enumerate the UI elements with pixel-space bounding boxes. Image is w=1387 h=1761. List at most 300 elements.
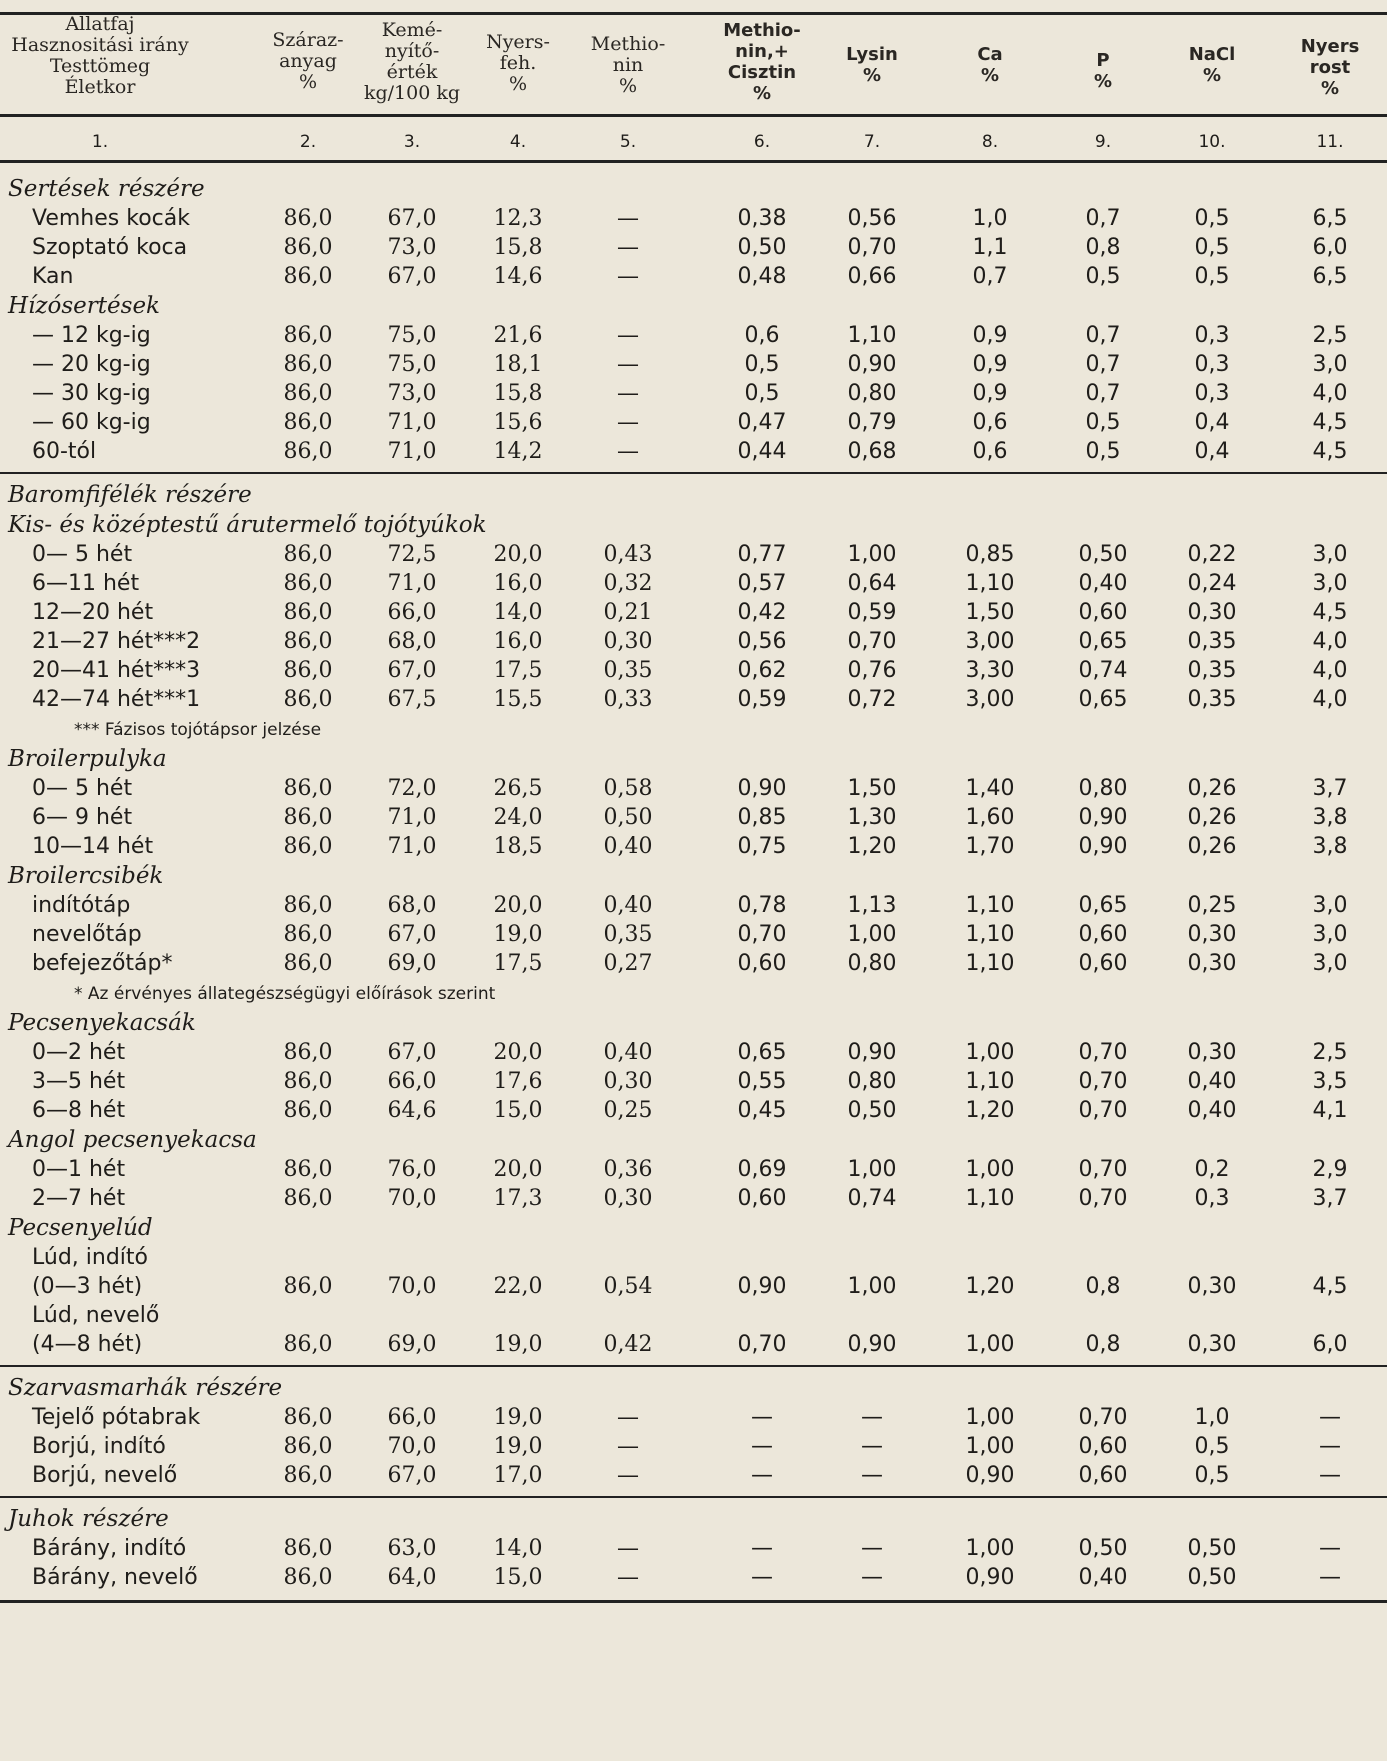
value-col-9: 0,70 <box>1078 1405 1128 1430</box>
table-row <box>0 264 1387 293</box>
row-label: Tejelő pótabrak <box>32 1405 201 1430</box>
section-heading: Baromfifélék részére <box>8 482 252 508</box>
value-col-10: 0,40 <box>1187 1098 1237 1123</box>
section-heading: Juhok részére <box>8 1506 169 1532</box>
value-col-7: 0,72 <box>847 687 897 712</box>
section-heading: Pecsenyelúd <box>8 1215 153 1241</box>
row-label: (4—8 hét) <box>32 1332 143 1357</box>
value-col-9: 0,65 <box>1078 629 1128 654</box>
table-row <box>0 1463 1387 1492</box>
value-col-2: 86,0 <box>283 381 333 406</box>
value-col-5: 0,27 <box>603 951 653 976</box>
column-header-10 <box>1157 44 1267 86</box>
value-col-7: 0,76 <box>847 658 897 683</box>
value-col-3: 70,0 <box>387 1274 437 1299</box>
column-number: 1. <box>91 132 109 152</box>
value-col-8: 3,00 <box>965 629 1015 654</box>
value-col-6: 0,50 <box>737 235 787 260</box>
value-col-2: 86,0 <box>283 323 333 348</box>
value-col-2: 86,0 <box>283 1463 333 1488</box>
value-col-10: 0,50 <box>1187 1565 1237 1590</box>
table-row <box>0 381 1387 410</box>
column-header-line: Kemé- <box>381 19 443 41</box>
column-header-line: Állatfaj <box>65 13 135 35</box>
value-col-6: 0,57 <box>737 571 787 596</box>
value-col-3: 66,0 <box>387 1069 437 1094</box>
value-col-6: 0,70 <box>737 922 787 947</box>
value-col-10: 0,30 <box>1187 1274 1237 1299</box>
value-col-10: 0,3 <box>1194 381 1230 406</box>
table-row <box>0 1536 1387 1565</box>
column-header-line: % <box>1202 65 1222 86</box>
value-col-3: 67,5 <box>387 687 437 712</box>
value-col-2: 86,0 <box>283 687 333 712</box>
value-col-7: 0,66 <box>847 264 897 289</box>
row-label: 3—5 hét <box>32 1069 126 1094</box>
value-col-9: 0,7 <box>1085 206 1121 231</box>
row-label: — 12 kg-ig <box>32 323 151 348</box>
value-col-2: 86,0 <box>283 1098 333 1123</box>
value-col-5: 0,30 <box>603 1186 653 1211</box>
value-col-9: 0,70 <box>1078 1040 1128 1065</box>
value-col-9: 0,7 <box>1085 352 1121 377</box>
value-col-10: 0,30 <box>1187 951 1237 976</box>
value-col-8: 0,6 <box>972 410 1008 435</box>
value-col-3: 76,0 <box>387 1157 437 1182</box>
value-col-9: 0,65 <box>1078 687 1128 712</box>
value-col-5: 0,43 <box>603 542 653 567</box>
value-col-4: 18,1 <box>493 352 543 377</box>
value-col-10: 0,26 <box>1187 834 1237 859</box>
row-label: indítótáp <box>32 893 131 918</box>
value-col-5: — <box>617 1565 639 1590</box>
value-col-10: 0,24 <box>1187 571 1237 596</box>
row-label: Borjú, indító <box>32 1434 166 1459</box>
value-col-9: 0,74 <box>1078 658 1128 683</box>
column-header-3 <box>357 20 467 104</box>
value-col-7: 0,70 <box>847 235 897 260</box>
value-col-11: 2,5 <box>1312 323 1348 348</box>
value-col-3: 63,0 <box>387 1536 437 1561</box>
value-col-11: — <box>1319 1434 1341 1459</box>
row-label: 6—8 hét <box>32 1098 126 1123</box>
value-col-8: 1,20 <box>965 1098 1015 1123</box>
value-col-8: 1,10 <box>965 951 1015 976</box>
value-col-2: 86,0 <box>283 235 333 260</box>
value-col-5: 0,40 <box>603 893 653 918</box>
value-col-3: 73,0 <box>387 381 437 406</box>
value-col-8: 1,10 <box>965 571 1015 596</box>
column-number: 8. <box>981 132 999 152</box>
value-col-4: 14,2 <box>493 439 543 464</box>
value-col-8: 1,00 <box>965 1332 1015 1357</box>
value-col-6: 0,45 <box>737 1098 787 1123</box>
value-col-4: 15,0 <box>493 1565 543 1590</box>
value-col-8: 1,70 <box>965 834 1015 859</box>
value-col-5: 0,58 <box>603 776 653 801</box>
value-col-5: — <box>617 352 639 377</box>
value-col-4: 20,0 <box>493 542 543 567</box>
value-col-6: 0,5 <box>744 381 780 406</box>
value-col-4: 19,0 <box>493 1405 543 1430</box>
value-col-9: 0,8 <box>1085 235 1121 260</box>
value-col-11: 4,1 <box>1312 1098 1348 1123</box>
value-col-11: 4,5 <box>1312 1274 1348 1299</box>
value-col-8: 1,10 <box>965 893 1015 918</box>
value-col-2: 86,0 <box>283 264 333 289</box>
row-label: 20—41 hét***3 <box>32 658 201 683</box>
value-col-3: 72,0 <box>387 776 437 801</box>
value-col-7: 0,79 <box>847 410 897 435</box>
value-col-5: — <box>617 264 639 289</box>
section-heading: Broilerpulyka <box>8 746 167 772</box>
table-row <box>0 922 1387 951</box>
table-row <box>0 1157 1387 1186</box>
column-header-11 <box>1275 36 1385 99</box>
value-col-9: 0,8 <box>1085 1332 1121 1357</box>
table-row <box>0 600 1387 629</box>
value-col-10: 0,30 <box>1187 922 1237 947</box>
row-label: Borjú, nevelő <box>32 1463 178 1488</box>
value-col-3: 68,0 <box>387 629 437 654</box>
value-col-7: 0,70 <box>847 629 897 654</box>
value-col-3: 66,0 <box>387 600 437 625</box>
value-col-11: 3,8 <box>1312 805 1348 830</box>
value-col-2: 86,0 <box>283 1434 333 1459</box>
value-col-4: 24,0 <box>493 805 543 830</box>
value-col-8: 1,50 <box>965 600 1015 625</box>
value-col-2: 86,0 <box>283 951 333 976</box>
value-col-3: 71,0 <box>387 834 437 859</box>
column-header-line: nin,+ <box>735 41 789 62</box>
value-col-9: 0,5 <box>1085 439 1121 464</box>
value-col-7: 1,13 <box>847 893 897 918</box>
value-col-5: 0,30 <box>603 1069 653 1094</box>
value-col-2: 86,0 <box>283 1040 333 1065</box>
row-label: 0—1 hét <box>32 1157 126 1182</box>
value-col-5: — <box>617 410 639 435</box>
value-col-5: — <box>617 439 639 464</box>
value-col-2: 86,0 <box>283 206 333 231</box>
row-label: 10—14 hét <box>32 834 154 859</box>
value-col-7: 1,00 <box>847 542 897 567</box>
value-col-8: 0,9 <box>972 381 1008 406</box>
column-header-line: Hasznositási irány <box>11 34 189 56</box>
value-col-4: 17,5 <box>493 951 543 976</box>
value-col-8: 0,90 <box>965 1565 1015 1590</box>
column-number: 2. <box>299 132 317 152</box>
column-header-6 <box>707 20 817 104</box>
row-label: 0—2 hét <box>32 1040 126 1065</box>
row-label: (0—3 hét) <box>32 1274 143 1299</box>
value-col-7: 0,50 <box>847 1098 897 1123</box>
row-label: 0— 5 hét <box>32 542 133 567</box>
row-label: Lúd, nevelő <box>32 1303 160 1328</box>
value-col-6: — <box>751 1434 773 1459</box>
row-label: 2—7 hét <box>32 1186 126 1211</box>
value-col-10: 0,4 <box>1194 410 1230 435</box>
row-label: Lúd, indító <box>32 1245 148 1270</box>
value-col-10: 0,4 <box>1194 439 1230 464</box>
value-col-2: 86,0 <box>283 834 333 859</box>
value-col-5: 0,40 <box>603 834 653 859</box>
value-col-7: 0,80 <box>847 381 897 406</box>
value-col-11: 4,0 <box>1312 629 1348 654</box>
column-header-line: Nyers- <box>486 31 550 53</box>
value-col-11: 2,5 <box>1312 1040 1348 1065</box>
value-col-2: 86,0 <box>283 439 333 464</box>
value-col-7: 0,68 <box>847 439 897 464</box>
value-col-7: 1,10 <box>847 323 897 348</box>
value-col-6: 0,38 <box>737 206 787 231</box>
column-header-7 <box>817 44 927 86</box>
value-col-8: 1,60 <box>965 805 1015 830</box>
table-rule <box>0 12 1387 15</box>
value-col-5: 0,40 <box>603 1040 653 1065</box>
column-header-9 <box>1048 50 1158 92</box>
value-col-4: 20,0 <box>493 1157 543 1182</box>
value-col-5: — <box>617 1536 639 1561</box>
table-row <box>0 805 1387 834</box>
section-heading: Angol pecsenyekacsa <box>8 1127 257 1153</box>
section-heading: Sertések részére <box>8 176 205 202</box>
table-row <box>0 1332 1387 1361</box>
value-col-7: 0,90 <box>847 1332 897 1357</box>
value-col-4: 26,5 <box>493 776 543 801</box>
value-col-10: 0,26 <box>1187 805 1237 830</box>
value-col-8: 1,0 <box>972 206 1008 231</box>
value-col-3: 67,0 <box>387 1463 437 1488</box>
value-col-10: 0,22 <box>1187 542 1237 567</box>
value-col-4: 15,6 <box>493 410 543 435</box>
value-col-8: 0,9 <box>972 352 1008 377</box>
value-col-4: 14,0 <box>493 1536 543 1561</box>
value-col-9: 0,60 <box>1078 951 1128 976</box>
value-col-8: 1,10 <box>965 1069 1015 1094</box>
value-col-11: 6,0 <box>1312 1332 1348 1357</box>
column-number: 9. <box>1094 132 1112 152</box>
value-col-8: 0,7 <box>972 264 1008 289</box>
column-header-line: anyag <box>279 50 337 72</box>
value-col-6: 0,62 <box>737 658 787 683</box>
value-col-3: 64,6 <box>387 1098 437 1123</box>
value-col-3: 71,0 <box>387 410 437 435</box>
section-heading: Hízósertések <box>8 293 160 319</box>
value-col-10: 0,30 <box>1187 1332 1237 1357</box>
value-col-9: 0,60 <box>1078 922 1128 947</box>
value-col-5: — <box>617 1463 639 1488</box>
column-number: 5. <box>619 132 637 152</box>
column-header-line: nyítő- <box>384 40 440 62</box>
value-col-6: 0,69 <box>737 1157 787 1182</box>
column-header-8 <box>935 44 1045 86</box>
value-col-2: 86,0 <box>283 600 333 625</box>
table-row <box>0 1405 1387 1434</box>
value-col-11: 6,5 <box>1312 206 1348 231</box>
value-col-9: 0,60 <box>1078 1463 1128 1488</box>
table-row <box>0 776 1387 805</box>
value-col-4: 14,0 <box>493 600 543 625</box>
table-row <box>0 834 1387 863</box>
value-col-5: 0,35 <box>603 658 653 683</box>
row-label: 60-tól <box>32 439 97 464</box>
table-row <box>0 1274 1387 1303</box>
value-col-6: 0,85 <box>737 805 787 830</box>
value-col-9: 0,8 <box>1085 1274 1121 1299</box>
value-col-6: 0,42 <box>737 600 787 625</box>
value-col-8: 3,00 <box>965 687 1015 712</box>
table-row <box>0 439 1387 468</box>
value-col-10: 0,5 <box>1194 206 1230 231</box>
value-col-11: 3,5 <box>1312 1069 1348 1094</box>
value-col-8: 1,00 <box>965 1536 1015 1561</box>
value-col-2: 86,0 <box>283 1536 333 1561</box>
column-header-line: NaCl <box>1188 44 1236 65</box>
value-col-3: 72,5 <box>387 542 437 567</box>
value-col-3: 71,0 <box>387 805 437 830</box>
value-col-6: 0,44 <box>737 439 787 464</box>
value-col-11: 6,0 <box>1312 235 1348 260</box>
column-number: 11. <box>1316 132 1344 152</box>
row-label: 42—74 hét***1 <box>32 687 201 712</box>
value-col-11: 3,7 <box>1312 1186 1348 1211</box>
table-row <box>0 1186 1387 1215</box>
value-col-6: 0,90 <box>737 1274 787 1299</box>
row-label: — 60 kg-ig <box>32 410 151 435</box>
value-col-3: 67,0 <box>387 658 437 683</box>
value-col-4: 19,0 <box>493 1434 543 1459</box>
value-col-10: 0,40 <box>1187 1069 1237 1094</box>
value-col-5: 0,30 <box>603 629 653 654</box>
value-col-5: 0,21 <box>603 600 653 625</box>
value-col-11: 3,0 <box>1312 542 1348 567</box>
table-row <box>0 1565 1387 1594</box>
value-col-6: 0,65 <box>737 1040 787 1065</box>
value-col-7: — <box>861 1434 883 1459</box>
section-heading: Szarvasmarhák részére <box>8 1375 283 1401</box>
value-col-4: 19,0 <box>493 922 543 947</box>
column-header-line: % <box>1093 71 1113 92</box>
value-col-9: 0,7 <box>1085 381 1121 406</box>
column-header-line: Életkor <box>64 76 136 98</box>
value-col-10: 0,35 <box>1187 687 1237 712</box>
value-col-2: 86,0 <box>283 776 333 801</box>
table-row <box>0 352 1387 381</box>
table-rule <box>0 1496 1387 1498</box>
value-col-9: 0,7 <box>1085 323 1121 348</box>
row-label: Bárány, indító <box>32 1536 187 1561</box>
column-header-line: Száraz- <box>272 29 344 51</box>
column-header-line: Methio- <box>723 20 801 41</box>
column-header-line: nin <box>612 54 644 76</box>
value-col-4: 19,0 <box>493 1332 543 1357</box>
table-row <box>0 235 1387 264</box>
value-col-3: 70,0 <box>387 1186 437 1211</box>
column-header-line: P <box>1096 50 1110 71</box>
value-col-11: 3,0 <box>1312 571 1348 596</box>
value-col-8: 0,9 <box>972 323 1008 348</box>
column-header-line: rost <box>1309 57 1351 78</box>
column-header-1 <box>0 14 200 98</box>
value-col-6: 0,77 <box>737 542 787 567</box>
value-col-6: 0,75 <box>737 834 787 859</box>
column-header-line: Cisztin <box>727 62 797 83</box>
value-col-2: 86,0 <box>283 1405 333 1430</box>
column-header-line: Nyers <box>1300 36 1360 57</box>
value-col-2: 86,0 <box>283 1332 333 1357</box>
table-row <box>0 951 1387 980</box>
value-col-11: 4,0 <box>1312 658 1348 683</box>
value-col-10: 0,35 <box>1187 629 1237 654</box>
value-col-11: — <box>1319 1565 1341 1590</box>
value-col-2: 86,0 <box>283 571 333 596</box>
row-label: 12—20 hét <box>32 600 154 625</box>
value-col-2: 86,0 <box>283 1565 333 1590</box>
value-col-3: 67,0 <box>387 264 437 289</box>
value-col-5: — <box>617 235 639 260</box>
row-label: Vemhes kocák <box>32 206 190 231</box>
value-col-7: 0,90 <box>847 1040 897 1065</box>
value-col-4: 17,5 <box>493 658 543 683</box>
value-col-5: — <box>617 323 639 348</box>
value-col-8: 1,00 <box>965 1040 1015 1065</box>
value-col-2: 86,0 <box>283 922 333 947</box>
value-col-9: 0,50 <box>1078 1536 1128 1561</box>
value-col-4: 17,3 <box>493 1186 543 1211</box>
value-col-4: 17,6 <box>493 1069 543 1094</box>
table-row <box>0 658 1387 687</box>
column-header-line: % <box>508 73 528 95</box>
row-label: 21—27 hét***2 <box>32 629 201 654</box>
value-col-6: 0,70 <box>737 1332 787 1357</box>
value-col-3: 64,0 <box>387 1565 437 1590</box>
value-col-7: 0,90 <box>847 352 897 377</box>
value-col-6: 0,90 <box>737 776 787 801</box>
value-col-3: 67,0 <box>387 922 437 947</box>
value-col-10: 0,30 <box>1187 600 1237 625</box>
value-col-7: 1,30 <box>847 805 897 830</box>
value-col-7: 1,50 <box>847 776 897 801</box>
value-col-6: 0,78 <box>737 893 787 918</box>
column-header-4 <box>463 32 573 95</box>
value-col-7: 0,80 <box>847 951 897 976</box>
row-label: — 20 kg-ig <box>32 352 151 377</box>
value-col-10: 0,5 <box>1194 235 1230 260</box>
value-col-8: 1,10 <box>965 922 1015 947</box>
column-header-line: % <box>1320 78 1340 99</box>
value-col-2: 86,0 <box>283 805 333 830</box>
table-row <box>0 1040 1387 1069</box>
value-col-6: 0,55 <box>737 1069 787 1094</box>
value-col-4: 12,3 <box>493 206 543 231</box>
value-col-10: 0,5 <box>1194 264 1230 289</box>
value-col-3: 69,0 <box>387 1332 437 1357</box>
row-label: — 30 kg-ig <box>32 381 151 406</box>
value-col-7: 0,64 <box>847 571 897 596</box>
value-col-4: 20,0 <box>493 1040 543 1065</box>
value-col-2: 86,0 <box>283 410 333 435</box>
value-col-4: 16,0 <box>493 571 543 596</box>
value-col-8: 1,00 <box>965 1434 1015 1459</box>
column-header-line: feh. <box>499 52 537 74</box>
value-col-4: 16,0 <box>493 629 543 654</box>
value-col-8: 1,1 <box>972 235 1008 260</box>
value-col-7: — <box>861 1565 883 1590</box>
value-col-9: 0,40 <box>1078 1565 1128 1590</box>
value-col-4: 20,0 <box>493 893 543 918</box>
value-col-9: 0,5 <box>1085 264 1121 289</box>
value-col-5: 0,33 <box>603 687 653 712</box>
